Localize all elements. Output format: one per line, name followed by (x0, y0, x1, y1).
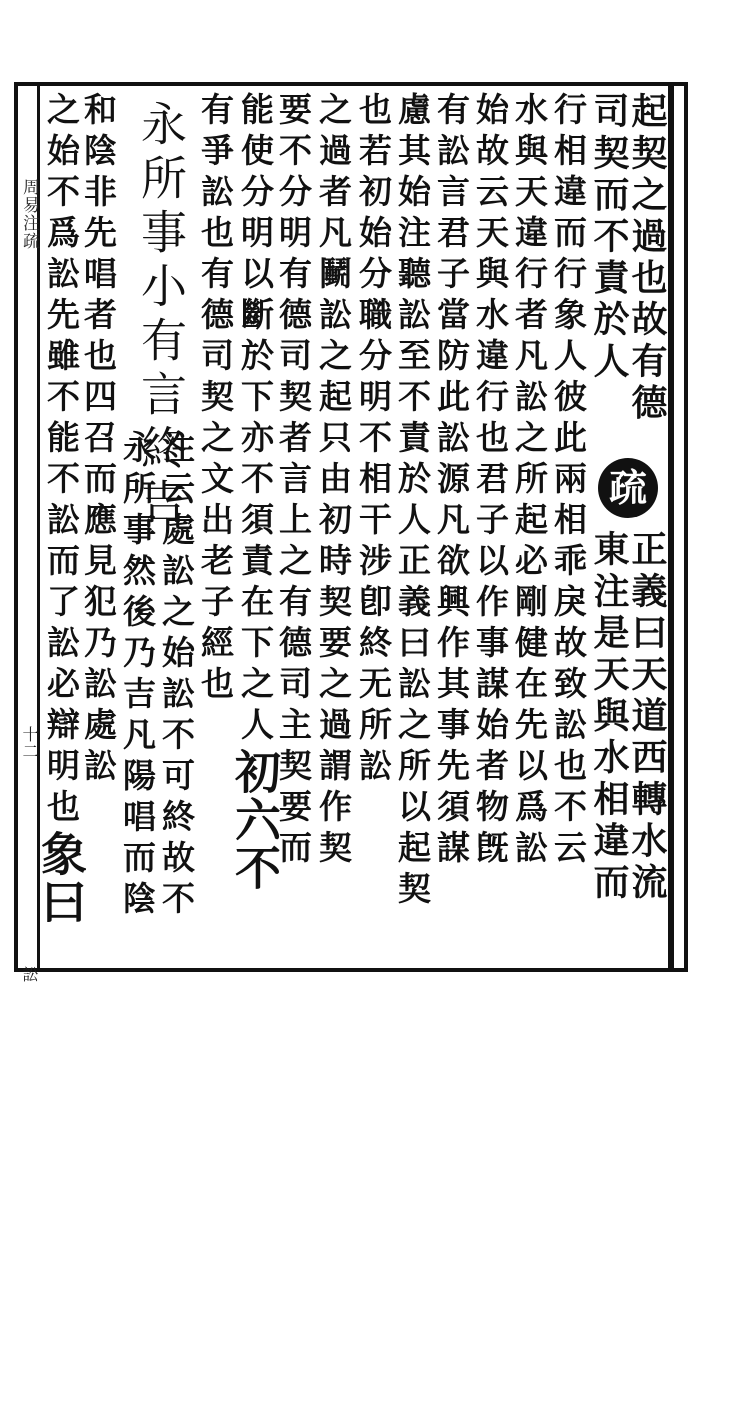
column-3-text: 行相違而行象人彼此兩相乖戾故致訟也不云 (549, 92, 588, 871)
column-2-text: 司契而不責於人 (588, 92, 630, 384)
column-5-text: 始故云天與水違行也君子以作事謀始者物旣 (471, 92, 510, 871)
text-column-1-lower (626, 530, 667, 1406)
column-11-text-a: 能使分明以斷於下亦不須責在下之人 (236, 92, 275, 748)
column-13-classic-text: 永所事小有言終吉 (134, 100, 188, 532)
text-column-11 (228, 92, 282, 968)
text-column-7 (392, 92, 433, 968)
fold-bottom-label: 訟 (20, 966, 39, 983)
column-14-text: 和陰非先唱者也四召而應見犯乃訟處訟 (79, 92, 118, 789)
column-15-text-b: 象曰 (34, 830, 88, 926)
text-column-6 (431, 92, 472, 968)
column-4-text: 水與天違行者凡訟之所起必剛健在先以爲訟 (510, 92, 549, 871)
column-7-text-a: 慮其始 (393, 92, 432, 215)
shu-commentary-marker: 疏 (598, 458, 658, 518)
column-6-text: 有訟言君子當防此訟源凡欲興作其事先須謀 (432, 92, 471, 871)
column-12-text: 有爭訟也有德司契之文出老子經也 (196, 92, 235, 707)
column-13-note-b-text: 永所事然後乃吉凡陽唱而陰 (118, 430, 157, 922)
text-column-5 (470, 92, 511, 968)
column-11-text-b: 初六不 (228, 748, 282, 892)
fold-title: 周易注疏 (19, 178, 39, 250)
column-10-text: 要不分明有德司契者言上之有德司主契要而 (274, 92, 313, 871)
column-2-tail: 東注是天與水相違而 (588, 530, 630, 905)
text-column-9 (313, 92, 354, 968)
column-15-text: 之始不爲訟先雖不能不訟而了訟必辯明也 (42, 92, 81, 830)
right-border-rule (668, 86, 674, 968)
text-column-2-lower (588, 530, 629, 1406)
column-8-text: 也若初始分職分明不相干涉卽終无所訟 (354, 92, 393, 789)
column-9-text: 之過者凡鬭訟之起只由初時契要之過謂作契 (314, 92, 353, 871)
text-column-12 (195, 92, 236, 968)
column-7-text-b: 注聽訟至不責於人正義曰訟之所以起契 (393, 215, 432, 912)
text-column-3 (548, 92, 589, 968)
column-1-text: 起契之過也故有德 (626, 92, 668, 425)
fold-page-number: 十二 (20, 726, 39, 760)
text-column-13-note-a (156, 430, 197, 970)
text-column-4 (509, 92, 550, 968)
column-1-tail: 正義曰天道西轉水流 (626, 530, 668, 905)
text-column-15 (34, 92, 88, 968)
column-13-note-a-text: 注云處訟之始訟不可終故不 (157, 430, 196, 922)
text-column-13-note-b (117, 430, 158, 970)
text-column-8 (353, 92, 394, 968)
